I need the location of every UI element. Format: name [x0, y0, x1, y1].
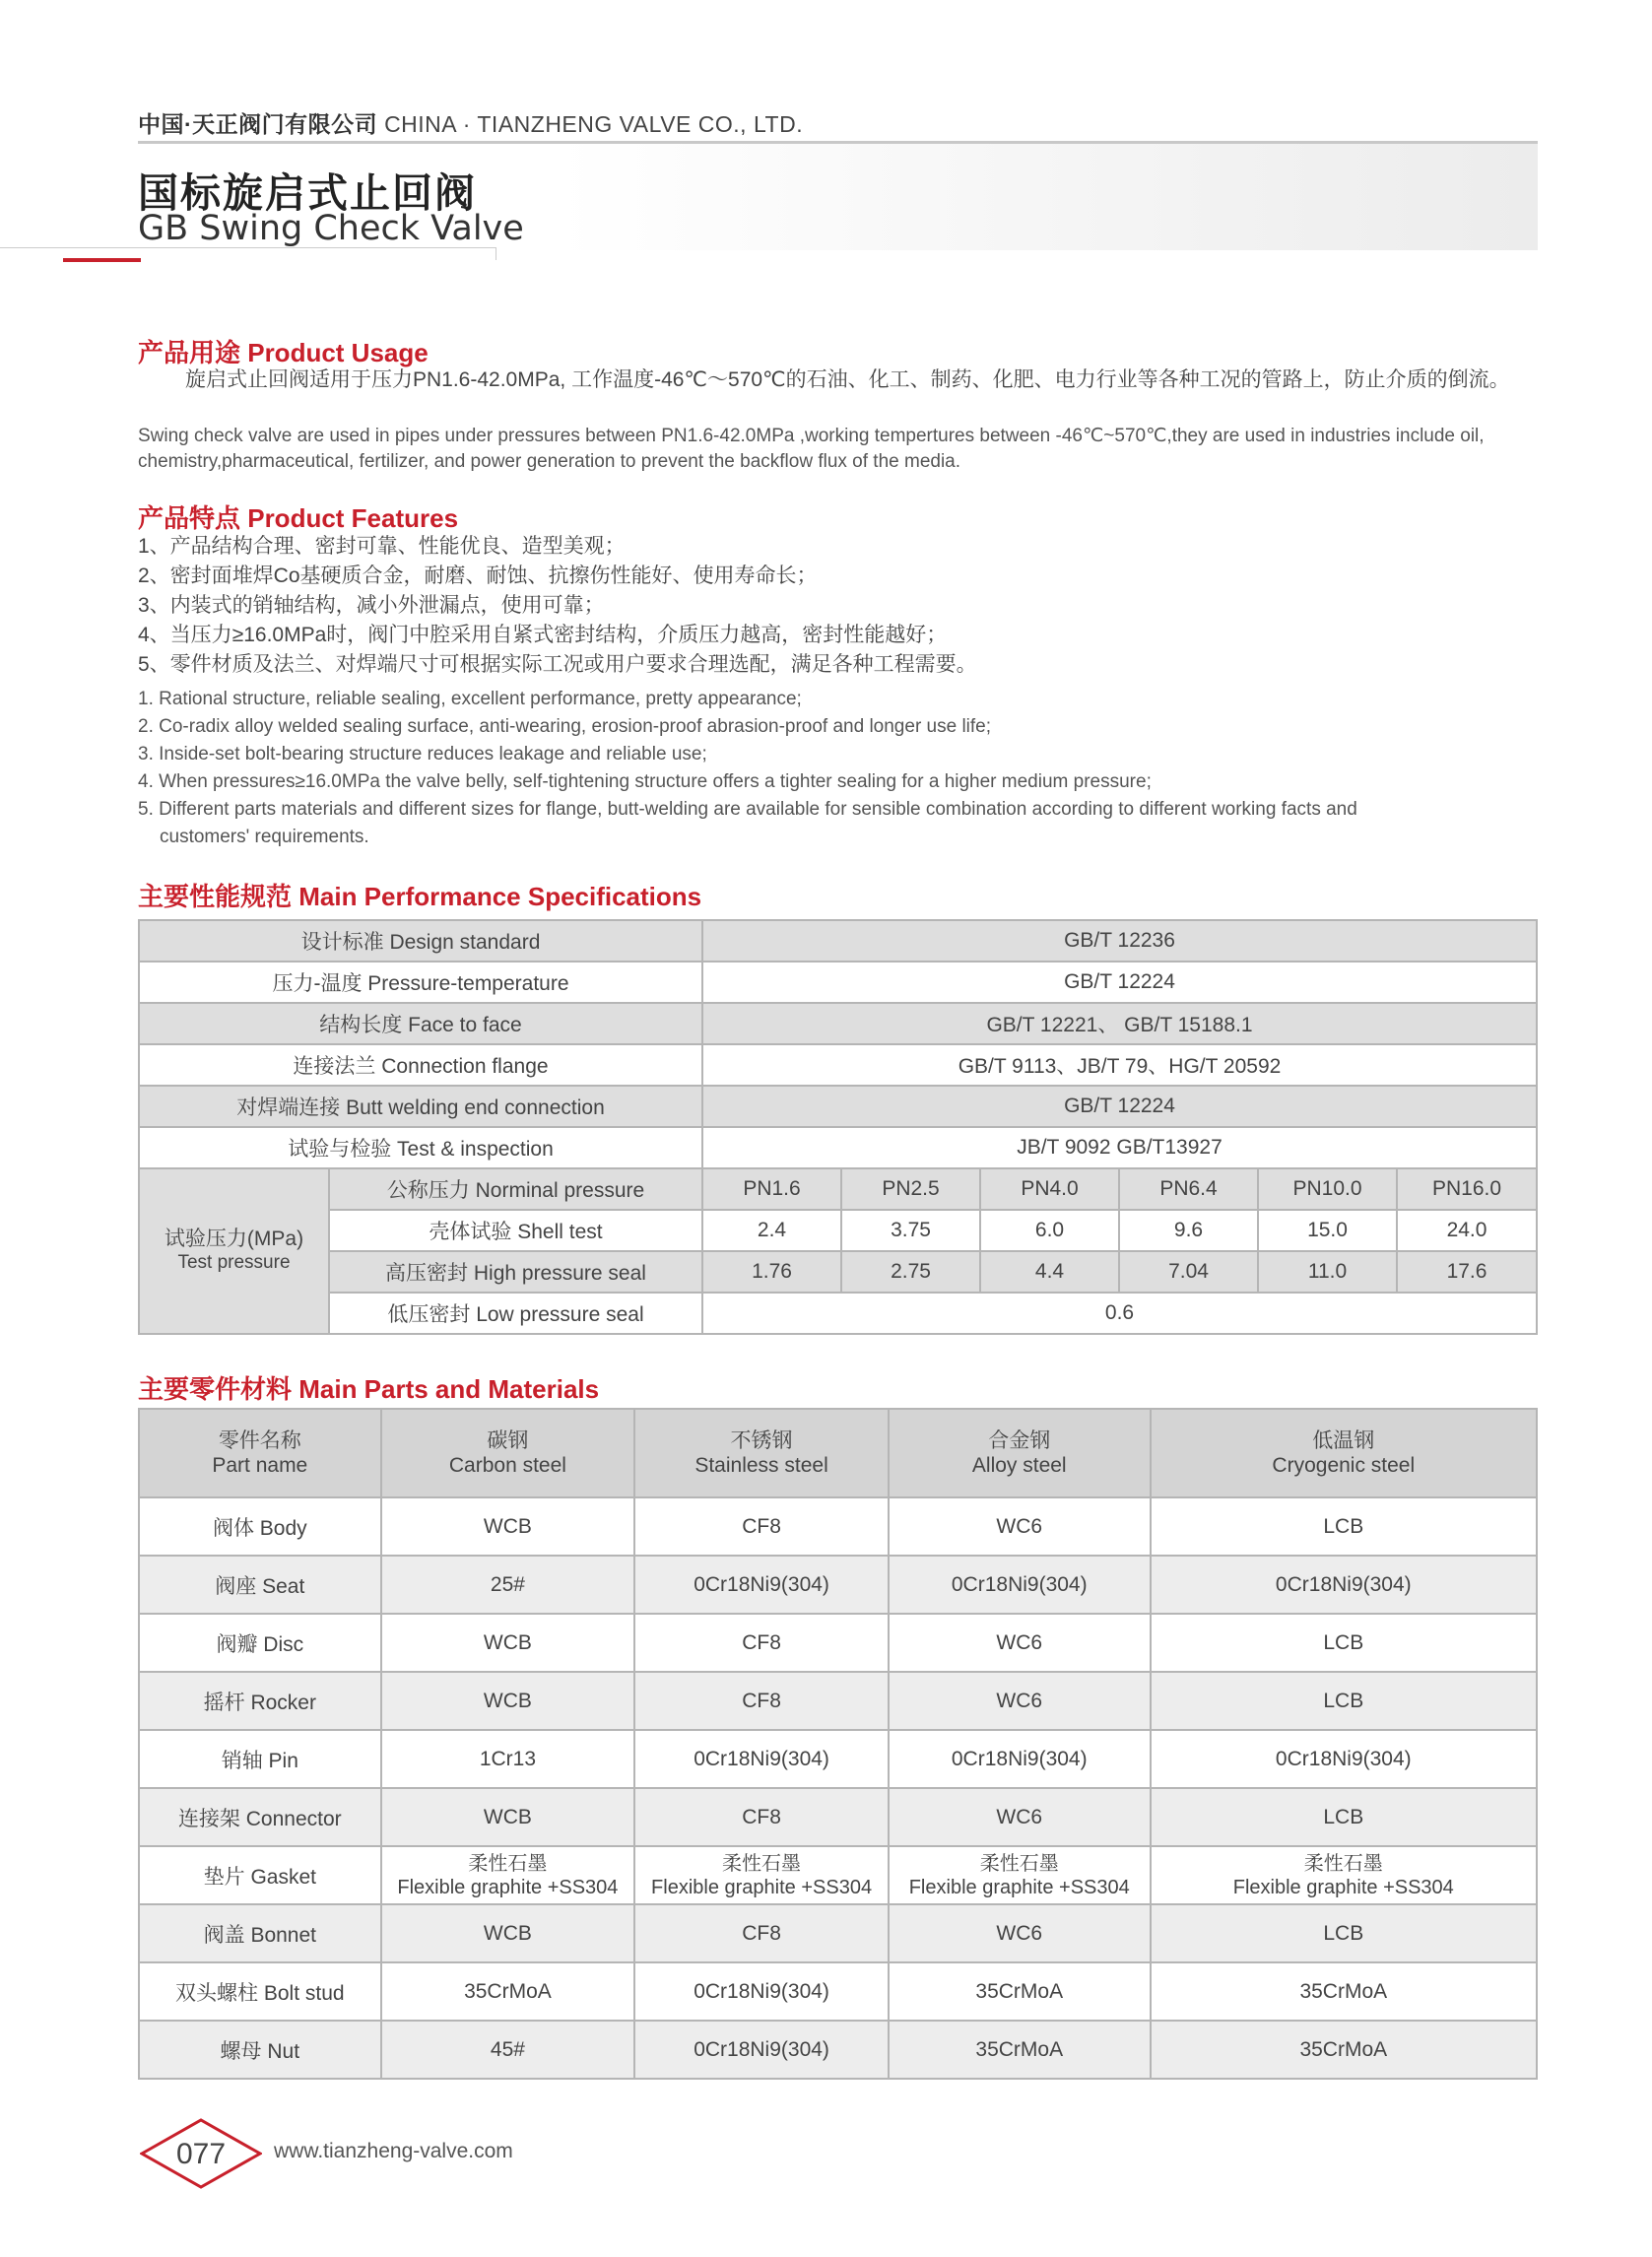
test-value: PN16.0 [1397, 1168, 1537, 1210]
table-row [139, 1788, 1537, 1846]
test-value: 6.0 [980, 1210, 1119, 1251]
material-cell: 0Cr18Ni9(304) [634, 1962, 889, 2021]
test-value: 3.75 [841, 1210, 980, 1251]
spec-value: GB/T 12221、 GB/T 15188.1 [702, 1003, 1537, 1044]
test-value: PN2.5 [841, 1168, 980, 1210]
spec-label: 结构长度 Face to face [139, 1003, 702, 1044]
usage-section-title: 产品用途 Product Usage [138, 338, 429, 367]
material-line: 柔性石墨 [979, 1852, 1059, 1875]
company-name [138, 106, 803, 139]
material-cell: 0Cr18Ni9(304) [889, 1556, 1151, 1614]
material-cell: LCB [1151, 1672, 1537, 1730]
material-cell: 0Cr18Ni9(304) [634, 2021, 889, 2079]
part-name-cell: 阀座 Seat [139, 1556, 381, 1614]
part-name-cell: 销轴 Pin [139, 1730, 381, 1788]
table-row [139, 1672, 1537, 1730]
header-cn: 低温钢 [1312, 1429, 1375, 1452]
table-row [139, 2021, 1537, 2079]
test-row [139, 1251, 1537, 1293]
table-row [139, 1556, 1537, 1614]
usage-text-en: Swing check valve are used in pipes under pressures between PN1.6-42.0MPa ,working tempertures between -46℃~570℃,they are used in industries include oil, chemistry,pharmaceutical, fertilizer, and power generation to prevent the backflow flux of the media. [138, 426, 1485, 472]
test-value: PN1.6 [702, 1168, 841, 1210]
part-name-cell: 连接架 Connector [139, 1788, 381, 1846]
header-en: Stainless steel [694, 1454, 828, 1477]
table-row [139, 1614, 1537, 1672]
table-row [139, 1497, 1537, 1556]
header-en: Alloy steel [971, 1454, 1067, 1477]
material-cell: LCB [1151, 1904, 1537, 1962]
material-line: Flexible graphite +SS304 [1232, 1876, 1454, 1898]
material-cell: 35CrMoA [381, 1962, 635, 2021]
material-line: 柔性石墨 [722, 1852, 802, 1875]
spec-label: 对焊端连接 Butt welding end connection [139, 1086, 702, 1127]
test-pressure-label-cn: 试验压力(MPa) [164, 1228, 304, 1250]
spec-value: GB/T 12236 [702, 920, 1537, 962]
feature-en-item: 2. Co-radix alloy welded sealing surface, anti-wearing, erosion-proof abrasion-proof and longer use life; [138, 716, 992, 737]
features-section-title: 产品特点 Product Features [138, 503, 459, 533]
test-value: 17.6 [1397, 1251, 1537, 1293]
spec-row [139, 1086, 1537, 1127]
material-cell: WC6 [889, 1788, 1151, 1846]
part-name-cell: 螺母 Nut [139, 2021, 381, 2079]
material-cell: 0Cr18Ni9(304) [1151, 1730, 1537, 1788]
material-line: Flexible graphite +SS304 [908, 1876, 1130, 1898]
test-value: PN6.4 [1119, 1168, 1258, 1210]
spec-value: GB/T 12224 [702, 1086, 1537, 1127]
test-label: 公称压力 Norminal pressure [329, 1168, 702, 1210]
page-title-cn: 国标旋启式止回阀 [138, 170, 477, 216]
material-cell [889, 1846, 1151, 1904]
material-cell: CF8 [634, 1672, 889, 1730]
feature-en-item-5: 5. Different parts materials and different sizes for flange, butt-welding are available for sensible combination according to different working facts and [138, 799, 1357, 820]
test-value: 7.04 [1119, 1251, 1258, 1293]
test-value: PN10.0 [1258, 1168, 1397, 1210]
material-line: Flexible graphite +SS304 [651, 1876, 873, 1898]
material-cell: WC6 [889, 1672, 1151, 1730]
material-cell: 0Cr18Ni9(304) [1151, 1556, 1537, 1614]
feature-en-item [138, 796, 1538, 851]
test-value: 15.0 [1258, 1210, 1397, 1251]
parts-header-cell [889, 1409, 1151, 1497]
header-en: Part name [212, 1454, 308, 1477]
test-pressure-label [139, 1168, 329, 1334]
spec-label: 设计标准 Design standard [139, 920, 702, 962]
test-value: 24.0 [1397, 1210, 1537, 1251]
spec-label: 试验与检验 Test & inspection [139, 1127, 702, 1168]
material-cell [381, 1846, 635, 1904]
parts-header-cell [634, 1409, 889, 1497]
part-name-cell: 摇杆 Rocker [139, 1672, 381, 1730]
spec-row [139, 1003, 1537, 1044]
material-line: 柔性石墨 [468, 1852, 548, 1875]
specs-table [138, 919, 1538, 1335]
material-cell: WC6 [889, 1614, 1151, 1672]
test-row [139, 1293, 1537, 1334]
material-line: 柔性石墨 [1303, 1852, 1383, 1875]
feature-cn-item: 1、产品结构合理、密封可靠、性能优良、造型美观； [138, 535, 626, 558]
material-cell: LCB [1151, 1497, 1537, 1556]
header-en: Cryogenic steel [1272, 1454, 1416, 1477]
parts-header-cell [139, 1409, 381, 1497]
material-cell: 1Cr13 [381, 1730, 635, 1788]
feature-cn-item: 5、零件材质及法兰、对焊端尺寸可根据实际工况或用户要求合理选配，满足各种工程需要。 [138, 653, 977, 676]
material-cell: 35CrMoA [889, 1962, 1151, 2021]
material-cell: 45# [381, 2021, 635, 2079]
spec-value: GB/T 9113、JB/T 79、HG/T 20592 [702, 1044, 1537, 1086]
test-value: 1.76 [702, 1251, 841, 1293]
spec-value: GB/T 12224 [702, 962, 1537, 1003]
parts-header-row [139, 1409, 1537, 1497]
material-cell: 35CrMoA [1151, 2021, 1537, 2079]
company-name-en: CHINA · TIANZHENG VALVE CO., LTD. [384, 111, 804, 137]
test-row [139, 1168, 1537, 1210]
feature-cn-item: 2、密封面堆焊Co基硬质合金，耐磨、耐蚀、抗擦伤性能好、使用寿命长； [138, 564, 818, 587]
table-row [139, 1904, 1537, 1962]
material-cell: CF8 [634, 1614, 889, 1672]
page-title-en: GB Swing Check Valve [138, 209, 524, 248]
spec-row [139, 962, 1537, 1003]
specs-section-title: 主要性能规范 Main Performance Specifications [138, 882, 702, 911]
features-list-en [138, 686, 1538, 851]
test-label: 高压密封 High pressure seal [329, 1251, 702, 1293]
part-name-cell: 阀体 Body [139, 1497, 381, 1556]
material-cell: CF8 [634, 1904, 889, 1962]
header-cn: 零件名称 [218, 1429, 301, 1452]
feature-en-item-5-cont: customers' requirements. [160, 827, 369, 847]
material-cell: 25# [381, 1556, 635, 1614]
features-list-cn [138, 532, 1538, 680]
website-link[interactable]: www.tianzheng-valve.com [274, 2140, 513, 2162]
test-value: 9.6 [1119, 1210, 1258, 1251]
feature-en-item: 4. When pressures≥16.0MPa the valve belly, self-tightening structure offers a tighter sealing for a higher medium pressure; [138, 771, 1152, 792]
page-number: 077 [175, 2138, 227, 2170]
material-cell: 0Cr18Ni9(304) [634, 1556, 889, 1614]
material-cell: 35CrMoA [1151, 1962, 1537, 2021]
parts-section-title: 主要零件材料 Main Parts and Materials [138, 1374, 600, 1404]
material-cell: WCB [381, 1672, 635, 1730]
test-value: 0.6 [702, 1293, 1537, 1334]
feature-cn-item: 4、当压力≥16.0MPa时，阀门中腔采用自紧式密封结构，介质压力越高，密封性能越好； [138, 624, 948, 646]
part-name-cell: 垫片 Gasket [139, 1846, 381, 1904]
spec-row [139, 1044, 1537, 1086]
table-row [139, 1730, 1537, 1788]
part-name-cell: 阀瓣 Disc [139, 1614, 381, 1672]
spec-row [139, 920, 1537, 962]
material-cell: CF8 [634, 1497, 889, 1556]
material-line: Flexible graphite +SS304 [397, 1876, 619, 1898]
material-cell: WCB [381, 1614, 635, 1672]
test-value: PN4.0 [980, 1168, 1119, 1210]
material-cell: LCB [1151, 1788, 1537, 1846]
material-cell: WC6 [889, 1497, 1151, 1556]
usage-text-cn: 旋启式止回阀适用于压力PN1.6-42.0MPa, 工作温度-46℃～570℃的石油、化工、制药、化肥、电力行业等各种工况的管路上，防止介质的倒流。 [185, 368, 1510, 391]
parts-header-cell [1151, 1409, 1537, 1497]
feature-en-item: 1. Rational structure, reliable sealing, excellent performance, pretty appearance; [138, 689, 802, 709]
parts-header-cell [381, 1409, 635, 1497]
material-cell [634, 1846, 889, 1904]
table-row [139, 1962, 1537, 2021]
test-pressure-label-en: Test pressure [177, 1252, 291, 1273]
test-row [139, 1210, 1537, 1251]
material-cell: WCB [381, 1497, 635, 1556]
material-cell: 0Cr18Ni9(304) [634, 1730, 889, 1788]
material-cell: CF8 [634, 1788, 889, 1846]
material-cell: WCB [381, 1788, 635, 1846]
test-value: 2.75 [841, 1251, 980, 1293]
material-cell: 0Cr18Ni9(304) [889, 1730, 1151, 1788]
material-cell: WC6 [889, 1904, 1151, 1962]
test-label: 壳体试验 Shell test [329, 1210, 702, 1251]
material-cell [1151, 1846, 1537, 1904]
company-name-cn: 中国·天正阀门有限公司 [138, 111, 378, 137]
header-cn: 不锈钢 [730, 1429, 793, 1452]
page-number-badge [140, 2118, 262, 2189]
spec-row [139, 1127, 1537, 1168]
test-value: 2.4 [702, 1210, 841, 1251]
feature-cn-item: 3、内装式的销轴结构，减小外泄漏点，使用可靠； [138, 594, 605, 617]
parts-body [139, 1497, 1537, 2079]
material-cell: 35CrMoA [889, 2021, 1151, 2079]
feature-en-item: 3. Inside-set bolt-bearing structure reduces leakage and reliable use; [138, 744, 707, 764]
spec-value: JB/T 9092 GB/T13927 [702, 1127, 1537, 1168]
part-name-cell: 双头螺柱 Bolt stud [139, 1962, 381, 2021]
part-name-cell: 阀盖 Bonnet [139, 1904, 381, 1962]
spec-label: 连接法兰 Connection flange [139, 1044, 702, 1086]
material-cell: WCB [381, 1904, 635, 1962]
header-cn: 碳钢 [487, 1429, 529, 1452]
test-value: 11.0 [1258, 1251, 1397, 1293]
test-value: 4.4 [980, 1251, 1119, 1293]
header-en: Carbon steel [448, 1454, 566, 1477]
header-cn: 合金钢 [988, 1429, 1051, 1452]
spec-label: 压力-温度 Pressure-temperature [139, 962, 702, 1003]
parts-table [138, 1408, 1538, 2080]
table-row [139, 1846, 1537, 1904]
title-accent-bar [63, 258, 141, 262]
material-cell: LCB [1151, 1614, 1537, 1672]
test-label: 低压密封 Low pressure seal [329, 1293, 702, 1334]
